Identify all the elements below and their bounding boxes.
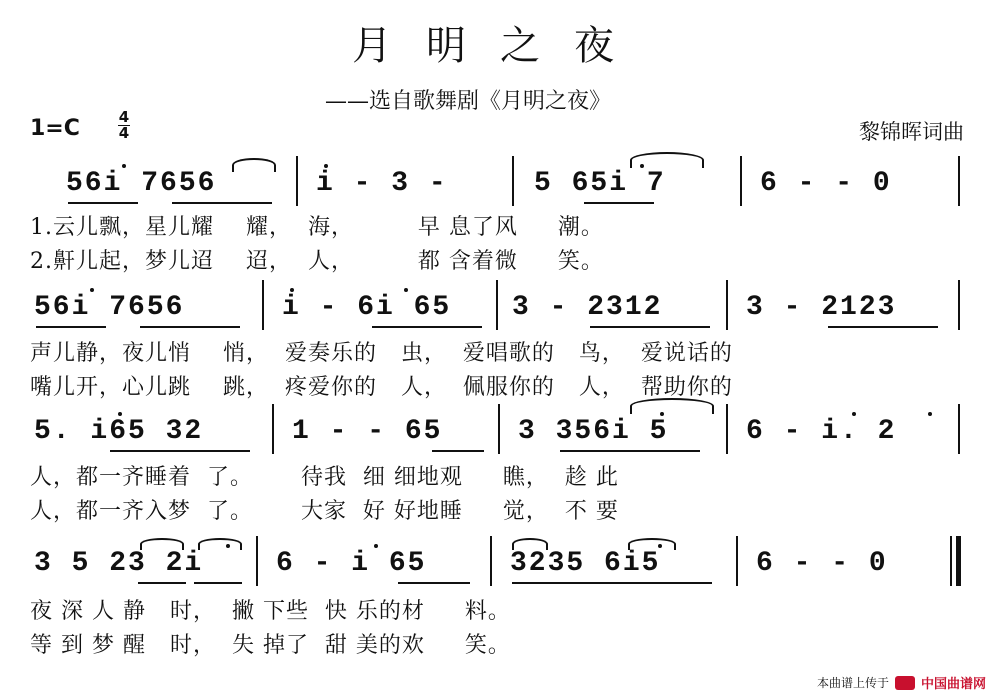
- barline: [262, 280, 264, 330]
- lyric-line-verse-1: 声儿静，夜儿悄 悄， 爱奏乐的 虫， 爱唱歌的 鸟， 爱说话的: [30, 341, 733, 366]
- slur-mark: [198, 538, 242, 550]
- beam-underline: [512, 582, 712, 584]
- barline: [958, 404, 960, 454]
- high-octave-dot: [324, 164, 328, 168]
- slur-mark: [232, 158, 276, 172]
- beam-underline: [172, 202, 272, 204]
- lyric-line-verse-1: 1.云儿飘，星儿耀 耀， 海， 早 息了风 潮。: [30, 215, 604, 240]
- barline: [256, 536, 258, 586]
- measure: 6 - - 0: [756, 548, 888, 579]
- high-octave-dot: [640, 164, 644, 168]
- beam-underline: [432, 450, 484, 452]
- barline: [726, 404, 728, 454]
- high-octave-dot: [122, 164, 126, 168]
- barline: [958, 156, 960, 206]
- slur-mark: [628, 538, 676, 550]
- high-octave-dot: [852, 412, 856, 416]
- measure: 3 5 23 2i: [34, 548, 204, 579]
- final-barline: [950, 536, 961, 586]
- song-title: 月明之夜: [352, 23, 648, 69]
- upload-credit: [817, 673, 986, 692]
- high-octave-dot: [928, 412, 932, 416]
- measure: 5. i65 32: [34, 416, 204, 447]
- lyric-line-verse-1: 人，都一齐睡着 了。 待我 细 细地观 瞧， 趁 此: [30, 465, 619, 490]
- lyric-line-verse-2: 等 到 梦 醒 时， 失 掉了 甜 美的欢 笑。: [30, 633, 511, 658]
- high-octave-dot: [660, 412, 664, 416]
- beam-underline: [110, 450, 250, 452]
- slur-mark: [512, 538, 548, 550]
- measure: i - 3 -: [316, 168, 448, 199]
- site-logo-icon: [895, 676, 915, 690]
- composer-credit: 黎锦晖词曲: [859, 120, 964, 144]
- beam-underline: [398, 582, 470, 584]
- high-octave-dot: [374, 544, 378, 548]
- beam-underline: [138, 582, 186, 584]
- measure: i - 6i 65: [282, 292, 452, 323]
- barline: [272, 404, 274, 454]
- measure: 56i 7656: [34, 292, 185, 323]
- beam-underline: [140, 326, 240, 328]
- beam-underline: [194, 582, 242, 584]
- slur-mark: [140, 538, 184, 550]
- lyric-line-verse-2: 人，都一齐入梦 了。 大家 好 好地睡 觉， 不 要: [30, 499, 619, 524]
- key-signature: 1=C: [30, 116, 80, 141]
- barline: [958, 280, 960, 330]
- measure: 3 - 2312: [512, 292, 663, 323]
- barline: [496, 280, 498, 330]
- barline: [740, 156, 742, 206]
- measure: 3 - 2123: [746, 292, 897, 323]
- measure: 6 - i. 2: [746, 416, 897, 447]
- song-subtitle: ——选自歌舞剧《月明之夜》: [325, 89, 612, 114]
- high-octave-dot: [404, 288, 408, 292]
- lyric-line-verse-2: 嘴儿开，心儿跳 跳， 疼爱你的 人， 佩服你的 人， 帮助你的: [30, 375, 733, 400]
- site-name: 中国曲谱网: [920, 677, 986, 692]
- measure: 3 356i 5: [518, 416, 669, 447]
- time-signature-bottom: 4: [118, 124, 130, 142]
- barline: [296, 156, 298, 206]
- barline: [490, 536, 492, 586]
- high-octave-dot: [658, 544, 662, 548]
- measure: 3235 6i5: [510, 548, 661, 579]
- measure: 6 - - 0: [760, 168, 892, 199]
- measure: 56i 7656: [66, 168, 217, 199]
- high-octave-dot: [90, 288, 94, 292]
- beam-underline: [828, 326, 938, 328]
- measure: 1 - - 65: [292, 416, 443, 447]
- beam-underline: [590, 326, 710, 328]
- time-signature-top: 4: [118, 108, 130, 126]
- barline: [736, 536, 738, 586]
- high-octave-dot: [118, 412, 122, 416]
- beam-underline: [68, 202, 138, 204]
- beam-underline: [560, 450, 700, 452]
- barline: [498, 404, 500, 454]
- upload-text: 本曲谱上传于: [816, 676, 889, 690]
- high-octave-dot: [226, 544, 230, 548]
- measure: 6 - i 65: [276, 548, 427, 579]
- lyric-line-verse-1: 夜 深 人 静 时， 撇 下些 快 乐的材 料。: [30, 599, 511, 624]
- lyric-line-verse-2: 2.鼾儿起，梦儿迢 迢， 人， 都 含着微 笑。: [30, 249, 604, 274]
- beam-underline: [372, 326, 482, 328]
- measure: 5 65i 7: [534, 168, 666, 199]
- barline: [726, 280, 728, 330]
- beam-underline: [36, 326, 106, 328]
- slur-mark: [630, 398, 714, 414]
- beam-underline: [584, 202, 654, 204]
- barline: [512, 156, 514, 206]
- time-signature: [118, 110, 130, 141]
- high-octave-dot: [290, 288, 294, 292]
